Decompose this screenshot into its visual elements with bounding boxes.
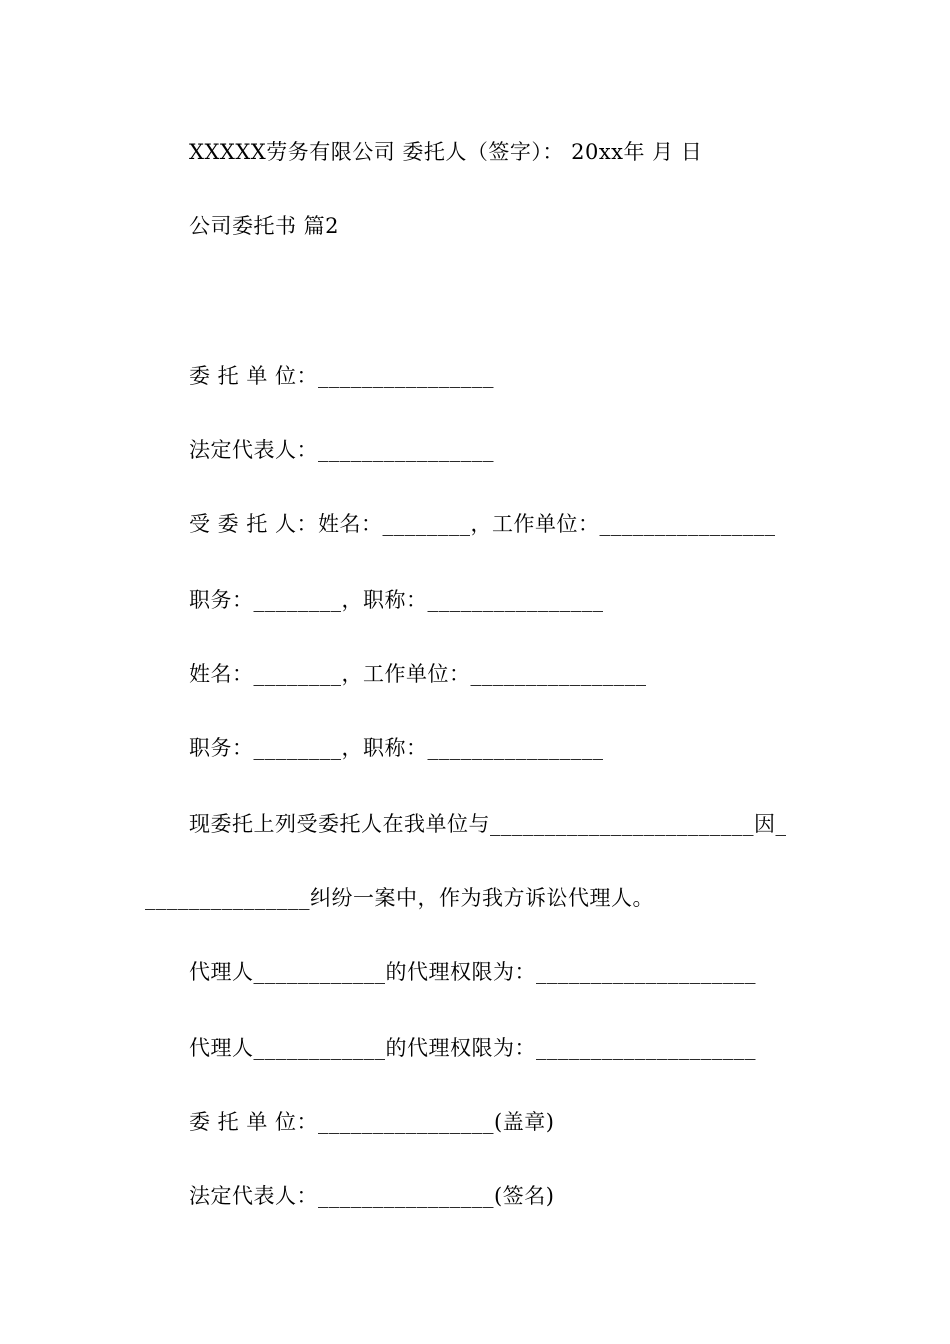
position-title-line-1: 职务：________，职称：________________: [189, 588, 604, 612]
section-title: 公司委托书 篇2: [189, 214, 340, 238]
agent-authority-line-2: 代理人____________的代理权限为：____________________: [189, 1036, 756, 1060]
entrustment-statement-line: 现委托上列受委托人在我单位与________________________因_: [189, 812, 787, 836]
entrusting-unit-seal-line: 委 托 单 位：________________(盖章): [189, 1110, 555, 1134]
agent-authority-line-1: 代理人____________的代理权限为：____________________: [189, 960, 756, 984]
legal-representative-line: 法定代表人：________________: [189, 438, 494, 462]
legal-representative-signature-line: 法定代表人：________________(签名): [189, 1184, 555, 1208]
entrusting-unit-line: 委 托 单 位：________________: [189, 364, 495, 388]
entrusted-person-line: 受 委 托 人：姓名：________，工作单位：________________: [189, 512, 776, 536]
position-title-line-2: 职务：________，职称：________________: [189, 736, 604, 760]
dispute-case-line: _______________纠纷一案中，作为我方诉讼代理人。: [145, 886, 654, 910]
signature-date-line: XXXXX劳务有限公司 委托人（签字）： 20xx年 月 日: [189, 140, 703, 164]
name-workunit-line: 姓名：________，工作单位：________________: [189, 662, 647, 686]
